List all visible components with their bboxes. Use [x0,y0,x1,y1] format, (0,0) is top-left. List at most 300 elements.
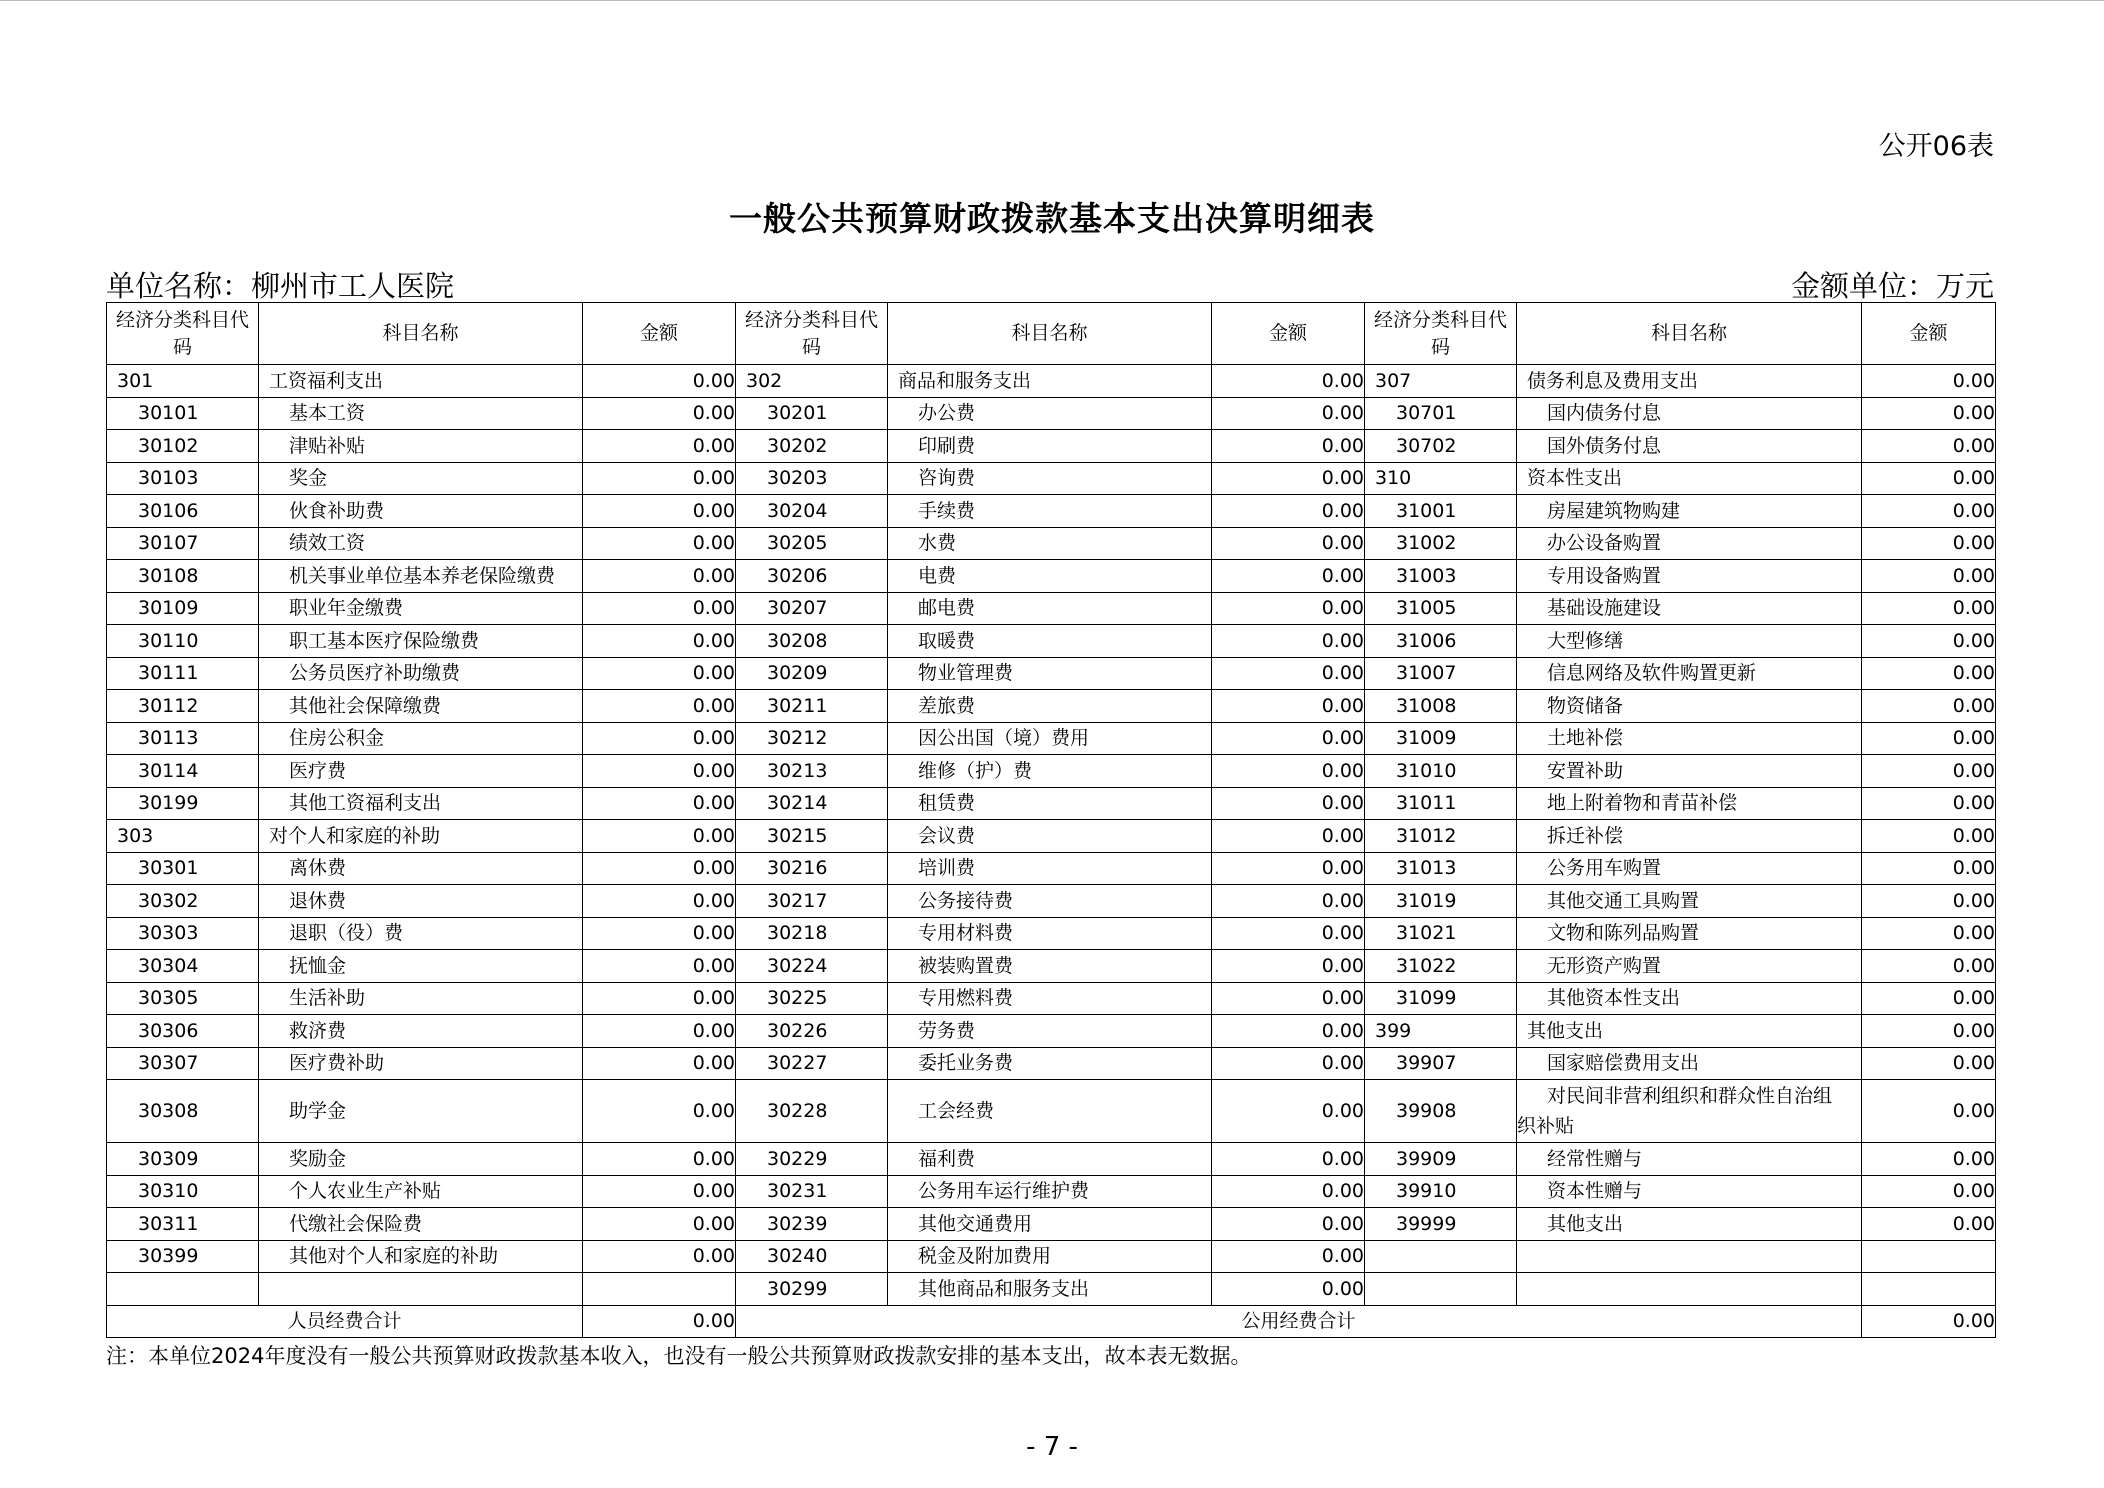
amount-cell: 0.00 [583,1143,736,1176]
name-cell: 助学金 [259,1080,583,1143]
table-row [107,950,1996,983]
table-row [107,1047,1996,1080]
table-row [107,1240,1996,1273]
name-cell: 国外债务付息 [1517,430,1862,463]
table-row [107,365,1996,398]
code-cell: 31022 [1365,950,1517,983]
name-cell: 因公出国（境）费用 [888,722,1212,755]
table-row [107,690,1996,723]
name-cell: 其他资本性支出 [1517,982,1862,1015]
table-row [107,1015,1996,1048]
table-row [107,1208,1996,1241]
table-row [107,1273,1996,1306]
amount-cell: 0.00 [1212,1143,1365,1176]
header-amount-2: 金额 [1212,303,1365,365]
amount-cell [583,1273,736,1306]
amount-cell: 0.00 [1862,397,1996,430]
code-cell [107,1273,259,1306]
code-cell: 30302 [107,885,259,918]
name-cell: 税金及附加费用 [888,1240,1212,1273]
amount-cell: 0.00 [1212,852,1365,885]
name-cell: 信息网络及软件购置更新 [1517,657,1862,690]
code-cell: 30114 [107,755,259,788]
name-cell: 商品和服务支出 [888,365,1212,398]
table-row [107,430,1996,463]
amount-cell: 0.00 [1862,657,1996,690]
public-total-amount: 0.00 [1862,1305,1996,1338]
code-cell: 30308 [107,1080,259,1143]
amount-cell: 0.00 [583,462,736,495]
amount-cell: 0.00 [1212,950,1365,983]
name-cell: 对个人和家庭的补助 [259,820,583,853]
amount-cell: 0.00 [1212,1047,1365,1080]
code-cell: 30206 [736,560,888,593]
code-cell: 30209 [736,657,888,690]
header-code-2: 经济分类科目代码 [736,303,888,365]
code-cell: 31007 [1365,657,1517,690]
amount-cell: 0.00 [583,722,736,755]
amount-cell: 0.00 [583,1240,736,1273]
code-cell: 30307 [107,1047,259,1080]
totals-row [107,1305,1996,1338]
amount-cell: 0.00 [1862,1175,1996,1208]
amount-cell: 0.00 [1862,950,1996,983]
amount-cell: 0.00 [1862,430,1996,463]
amount-cell: 0.00 [1862,560,1996,593]
amount-cell: 0.00 [583,885,736,918]
amount-cell: 0.00 [583,560,736,593]
code-cell: 30212 [736,722,888,755]
name-cell: 专用设备购置 [1517,560,1862,593]
page-title: 一般公共预算财政拨款基本支出决算明细表 [729,199,1375,238]
header-name-1: 科目名称 [259,303,583,365]
amount-cell: 0.00 [583,852,736,885]
name-cell: 其他对个人和家庭的补助 [259,1240,583,1273]
amount-cell: 0.00 [1212,885,1365,918]
code-cell: 31003 [1365,560,1517,593]
table-row [107,657,1996,690]
name-cell: 资本性支出 [1517,462,1862,495]
table-row [107,787,1996,820]
name-cell: 抚恤金 [259,950,583,983]
page-top-border [0,0,2104,1]
table-row [107,527,1996,560]
amount-cell: 0.00 [1212,462,1365,495]
code-cell: 31012 [1365,820,1517,853]
code-cell: 39909 [1365,1143,1517,1176]
name-cell: 救济费 [259,1015,583,1048]
name-cell: 取暖费 [888,625,1212,658]
amount-cell: 0.00 [583,1015,736,1048]
code-cell: 31021 [1365,917,1517,950]
header-name-2: 科目名称 [888,303,1212,365]
code-cell: 302 [736,365,888,398]
amount-cell: 0.00 [583,755,736,788]
amount-cell: 0.00 [1862,1015,1996,1048]
name-cell: 办公费 [888,397,1212,430]
name-cell: 国家赔偿费用支出 [1517,1047,1862,1080]
table-row [107,917,1996,950]
amount-cell: 0.00 [583,365,736,398]
code-cell: 30213 [736,755,888,788]
amount-cell: 0.00 [1862,527,1996,560]
table-row [107,592,1996,625]
table-body [107,303,1996,1338]
code-cell: 30303 [107,917,259,950]
name-cell: 培训费 [888,852,1212,885]
code-cell: 30113 [107,722,259,755]
name-cell: 国内债务付息 [1517,397,1862,430]
amount-cell: 0.00 [1212,592,1365,625]
name-cell: 医疗费补助 [259,1047,583,1080]
amount-unit: 金额单位：万元 [1790,269,1994,303]
code-cell: 30229 [736,1143,888,1176]
amount-cell: 0.00 [1862,722,1996,755]
code-cell: 30218 [736,917,888,950]
amount-cell: 0.00 [583,690,736,723]
name-cell: 资本性赠与 [1517,1175,1862,1208]
table-row [107,820,1996,853]
code-cell: 30305 [107,982,259,1015]
table-row [107,495,1996,528]
code-cell: 31013 [1365,852,1517,885]
code-cell: 399 [1365,1015,1517,1048]
code-cell: 31001 [1365,495,1517,528]
amount-cell: 0.00 [583,820,736,853]
code-cell: 30224 [736,950,888,983]
name-cell: 离休费 [259,852,583,885]
name-cell: 职业年金缴费 [259,592,583,625]
name-cell: 印刷费 [888,430,1212,463]
name-cell: 基本工资 [259,397,583,430]
name-cell: 福利费 [888,1143,1212,1176]
code-cell: 30214 [736,787,888,820]
name-cell: 奖励金 [259,1143,583,1176]
code-cell: 301 [107,365,259,398]
table-row [107,1080,1996,1143]
amount-cell: 0.00 [1862,592,1996,625]
name-cell: 其他工资福利支出 [259,787,583,820]
name-cell: 大型修缮 [1517,625,1862,658]
code-cell: 31009 [1365,722,1517,755]
expenditure-detail-table [106,302,1996,1338]
name-cell: 房屋建筑物购建 [1517,495,1862,528]
code-cell: 30702 [1365,430,1517,463]
code-cell: 30226 [736,1015,888,1048]
amount-cell: 0.00 [1862,917,1996,950]
name-cell: 无形资产购置 [1517,950,1862,983]
name-cell: 个人农业生产补贴 [259,1175,583,1208]
name-cell: 物资储备 [1517,690,1862,723]
code-cell: 30110 [107,625,259,658]
name-cell: 租赁费 [888,787,1212,820]
personnel-total-amount: 0.00 [583,1305,736,1338]
amount-cell: 0.00 [583,397,736,430]
header-code-3: 经济分类科目代码 [1365,303,1517,365]
amount-cell: 0.00 [1212,1080,1365,1143]
amount-cell: 0.00 [1212,625,1365,658]
name-cell: 债务利息及费用支出 [1517,365,1862,398]
code-cell: 30217 [736,885,888,918]
code-cell: 310 [1365,462,1517,495]
name-cell [1517,1080,1862,1143]
name-cell [259,1273,583,1306]
name-cell: 其他支出 [1517,1208,1862,1241]
code-cell: 30101 [107,397,259,430]
amount-cell: 0.00 [1212,755,1365,788]
amount-cell: 0.00 [583,787,736,820]
amount-cell: 0.00 [1212,1240,1365,1273]
code-cell: 30306 [107,1015,259,1048]
amount-cell: 0.00 [1862,495,1996,528]
name-cell: 文物和陈列品购置 [1517,917,1862,950]
amount-cell: 0.00 [1862,690,1996,723]
name-cell: 电费 [888,560,1212,593]
name-cell: 劳务费 [888,1015,1212,1048]
header-row [107,303,1996,365]
name-cell: 公务员医疗补助缴费 [259,657,583,690]
amount-cell: 0.00 [1862,885,1996,918]
code-cell: 30310 [107,1175,259,1208]
amount-cell: 0.00 [1862,1080,1996,1143]
amount-cell: 0.00 [1862,1208,1996,1241]
amount-cell: 0.00 [1862,1047,1996,1080]
code-cell: 30239 [736,1208,888,1241]
name-cell: 咨询费 [888,462,1212,495]
table-number: 公开06表 [1878,131,1994,162]
code-cell: 30108 [107,560,259,593]
code-cell: 31002 [1365,527,1517,560]
amount-cell: 0.00 [583,1175,736,1208]
name-cell: 工会经费 [888,1080,1212,1143]
code-cell: 30231 [736,1175,888,1208]
code-cell: 30216 [736,852,888,885]
code-cell: 39907 [1365,1047,1517,1080]
name-cell [1517,1240,1862,1273]
name-cell: 代缴社会保险费 [259,1208,583,1241]
amount-cell: 0.00 [1862,982,1996,1015]
footnote: 注：本单位2024年度没有一般公共预算财政拨款基本收入，也没有一般公共预算财政拨款安排的基本支出，故本表无数据。 [106,1344,1252,1368]
table-row [107,722,1996,755]
name-cell: 经常性赠与 [1517,1143,1862,1176]
amount-cell [1862,1240,1996,1273]
amount-cell: 0.00 [583,495,736,528]
code-cell: 30309 [107,1143,259,1176]
amount-cell: 0.00 [583,657,736,690]
amount-cell: 0.00 [583,950,736,983]
personnel-total-label: 人员经费合计 [107,1305,583,1338]
amount-cell: 0.00 [1862,755,1996,788]
amount-cell [1862,1273,1996,1306]
code-cell: 30211 [736,690,888,723]
code-cell: 30311 [107,1208,259,1241]
name-cell: 其他交通费用 [888,1208,1212,1241]
code-cell [1365,1240,1517,1273]
code-cell: 30299 [736,1273,888,1306]
amount-cell: 0.00 [583,982,736,1015]
code-cell: 30201 [736,397,888,430]
name-cell: 物业管理费 [888,657,1212,690]
name-cell: 专用燃料费 [888,982,1212,1015]
amount-cell: 0.00 [1212,430,1365,463]
amount-cell: 0.00 [1212,560,1365,593]
amount-cell: 0.00 [1212,787,1365,820]
amount-cell: 0.00 [1862,625,1996,658]
code-cell [1365,1273,1517,1306]
amount-cell: 0.00 [1212,527,1365,560]
amount-cell: 0.00 [583,592,736,625]
table-row [107,755,1996,788]
code-cell: 30106 [107,495,259,528]
code-cell: 30399 [107,1240,259,1273]
amount-cell: 0.00 [1862,820,1996,853]
table-row [107,885,1996,918]
code-cell: 39910 [1365,1175,1517,1208]
name-cell: 医疗费 [259,755,583,788]
amount-cell: 0.00 [583,430,736,463]
code-cell: 30203 [736,462,888,495]
code-cell: 30107 [107,527,259,560]
name-cell: 维修（护）费 [888,755,1212,788]
amount-cell: 0.00 [1212,365,1365,398]
name-cell: 津贴补贴 [259,430,583,463]
code-cell: 303 [107,820,259,853]
amount-cell: 0.00 [583,1080,736,1143]
name-line-2: 织补贴 [1517,1115,1575,1137]
code-cell: 30228 [736,1080,888,1143]
amount-cell: 0.00 [1212,722,1365,755]
header-amount-1: 金额 [583,303,736,365]
name-cell: 安置补助 [1517,755,1862,788]
unit-name: 单位名称：柳州市工人医院 [106,269,455,303]
name-cell: 公务用车购置 [1517,852,1862,885]
name-cell: 拆迁补偿 [1517,820,1862,853]
name-cell: 退职（役）费 [259,917,583,950]
amount-cell: 0.00 [1212,657,1365,690]
name-cell: 水费 [888,527,1212,560]
amount-cell: 0.00 [1862,365,1996,398]
name-cell: 邮电费 [888,592,1212,625]
amount-cell: 0.00 [1212,982,1365,1015]
amount-cell: 0.00 [583,625,736,658]
name-cell: 土地补偿 [1517,722,1862,755]
code-cell: 30225 [736,982,888,1015]
amount-cell: 0.00 [1212,820,1365,853]
name-cell: 生活补助 [259,982,583,1015]
code-cell: 30701 [1365,397,1517,430]
name-cell: 奖金 [259,462,583,495]
name-cell: 其他交通工具购置 [1517,885,1862,918]
name-cell: 差旅费 [888,690,1212,723]
code-cell: 307 [1365,365,1517,398]
table-row [107,462,1996,495]
name-cell: 其他支出 [1517,1015,1862,1048]
amount-cell: 0.00 [583,527,736,560]
code-cell: 30109 [107,592,259,625]
name-cell: 其他商品和服务支出 [888,1273,1212,1306]
amount-cell: 0.00 [1212,1175,1365,1208]
table-row [107,397,1996,430]
name-cell: 会议费 [888,820,1212,853]
public-total-label: 公用经费合计 [736,1305,1862,1338]
code-cell: 39908 [1365,1080,1517,1143]
code-cell: 30215 [736,820,888,853]
header-amount-3: 金额 [1862,303,1996,365]
code-cell: 30240 [736,1240,888,1273]
table-row [107,625,1996,658]
name-cell: 公务接待费 [888,885,1212,918]
table-row [107,1175,1996,1208]
amount-cell: 0.00 [1212,1208,1365,1241]
code-cell: 30202 [736,430,888,463]
table-row [107,560,1996,593]
table-row [107,1143,1996,1176]
name-cell: 伙食补助费 [259,495,583,528]
code-cell: 31011 [1365,787,1517,820]
code-cell: 30112 [107,690,259,723]
name-cell: 专用材料费 [888,917,1212,950]
code-cell: 30227 [736,1047,888,1080]
name-line-1: 对民间非营利组织和群众性自治组 [1547,1085,1833,1107]
name-cell: 退休费 [259,885,583,918]
amount-cell: 0.00 [1212,495,1365,528]
amount-cell: 0.00 [583,917,736,950]
code-cell: 31005 [1365,592,1517,625]
header-name-3: 科目名称 [1517,303,1862,365]
code-cell: 30111 [107,657,259,690]
code-cell: 31019 [1365,885,1517,918]
name-cell: 职工基本医疗保险缴费 [259,625,583,658]
name-cell: 其他社会保障缴费 [259,690,583,723]
name-cell: 公务用车运行维护费 [888,1175,1212,1208]
name-cell: 手续费 [888,495,1212,528]
amount-cell: 0.00 [1862,462,1996,495]
table-row [107,982,1996,1015]
amount-cell: 0.00 [583,1208,736,1241]
amount-cell: 0.00 [1212,1273,1365,1306]
name-cell: 基础设施建设 [1517,592,1862,625]
table-row [107,852,1996,885]
code-cell: 30103 [107,462,259,495]
code-cell: 30102 [107,430,259,463]
amount-cell: 0.00 [1862,1143,1996,1176]
code-cell: 30199 [107,787,259,820]
page-number: - 7 - [1026,1432,1078,1462]
name-cell: 地上附着物和青苗补偿 [1517,787,1862,820]
header-code-1: 经济分类科目代码 [107,303,259,365]
code-cell: 30204 [736,495,888,528]
name-cell: 被装购置费 [888,950,1212,983]
name-cell: 委托业务费 [888,1047,1212,1080]
name-cell [1517,1273,1862,1306]
amount-cell: 0.00 [583,1047,736,1080]
code-cell: 30207 [736,592,888,625]
amount-cell: 0.00 [1212,917,1365,950]
code-cell: 30205 [736,527,888,560]
code-cell: 30304 [107,950,259,983]
code-cell: 31008 [1365,690,1517,723]
code-cell: 31006 [1365,625,1517,658]
code-cell: 31010 [1365,755,1517,788]
name-cell: 住房公积金 [259,722,583,755]
name-cell: 绩效工资 [259,527,583,560]
name-cell: 机关事业单位基本养老保险缴费 [259,560,583,593]
name-cell: 工资福利支出 [259,365,583,398]
amount-cell: 0.00 [1862,852,1996,885]
code-cell: 30208 [736,625,888,658]
amount-cell: 0.00 [1862,787,1996,820]
code-cell: 31099 [1365,982,1517,1015]
